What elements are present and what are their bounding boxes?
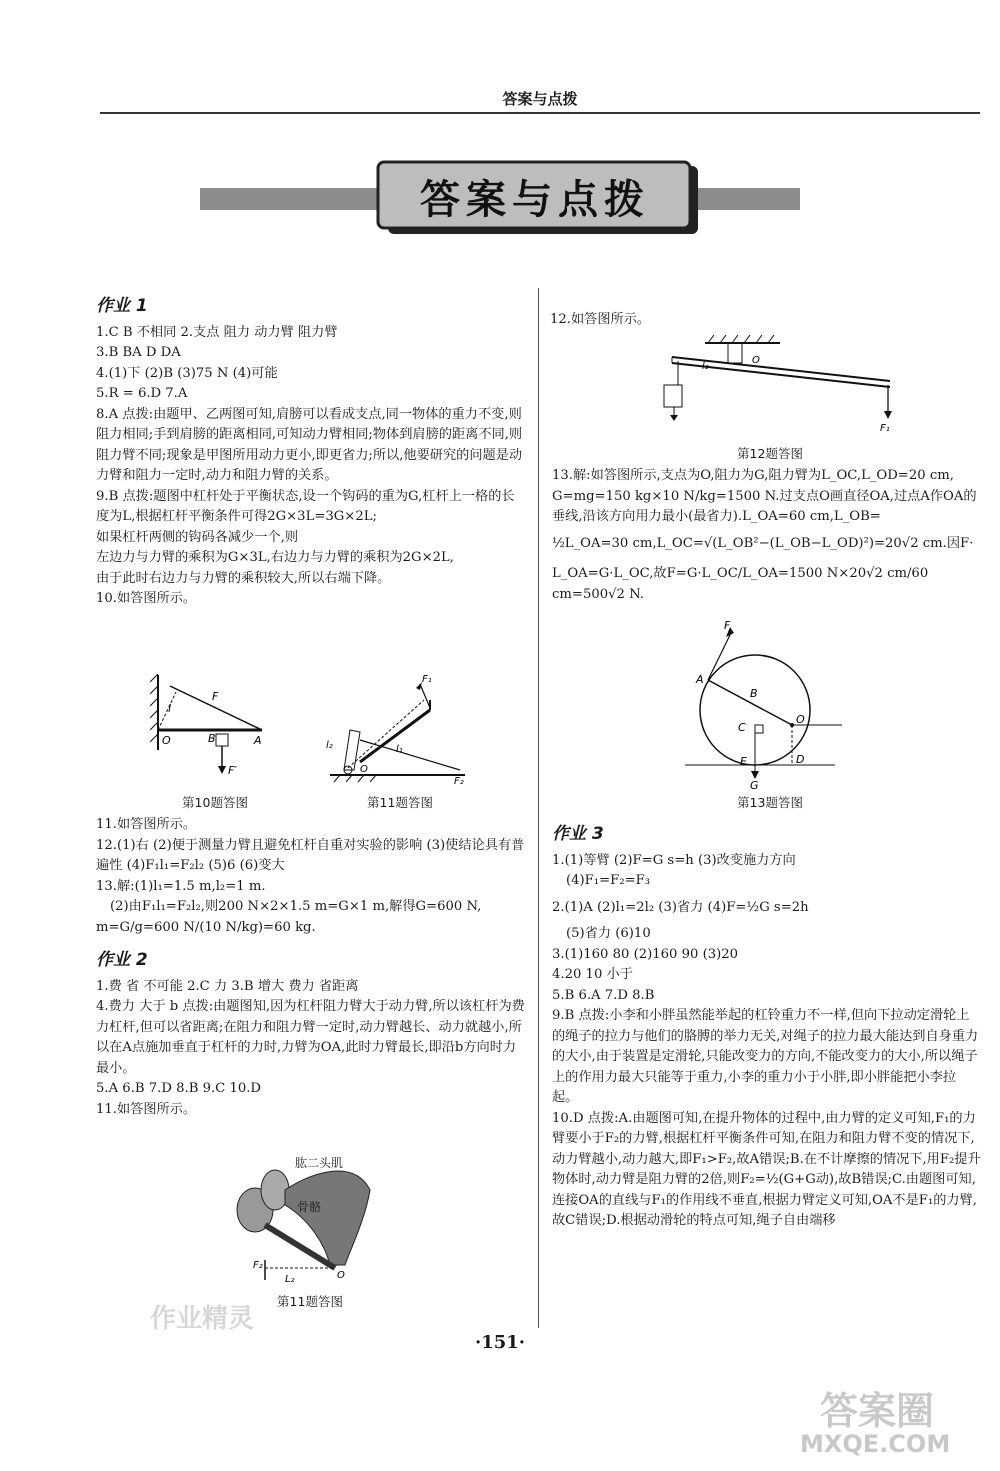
- title-banner: [200, 160, 800, 240]
- answer-line: 11.如答图所示。: [96, 817, 197, 832]
- answer-line: (5)省力 (6)10: [566, 926, 651, 941]
- svg-text:B: B: [750, 687, 758, 700]
- svg-text:l: l: [168, 702, 172, 715]
- watermark-url: MXQE.COM: [800, 1430, 951, 1458]
- svg-text:O: O: [796, 713, 805, 726]
- answer-line: 1.(1)等臂 (2)F=G s=h (3)改变施力方向: [552, 852, 796, 868]
- answer-line: 5.B 6.A 7.D 8.B: [552, 987, 655, 1003]
- biceps-label: 肱二头肌: [295, 1156, 344, 1170]
- answer-line: 9.B 点拨:题图中杠杆处于平衡状态,设一个钩码的重为G,杠杆上一格的长度为L,根据杠杆平衡条件可得2G×3L=3G×2L;: [96, 488, 515, 524]
- answer-line: L_OA=G·L_OC,故F=G·L_OC/L_OA=1500 N×20√2 cm/60 cm=500√2 N.: [552, 566, 929, 602]
- figure-11a: [320, 670, 480, 790]
- right-column-13: [552, 466, 982, 605]
- figure-11b: [225, 1150, 395, 1290]
- figure-12: [650, 335, 900, 435]
- answer-line: 如果杠杆两侧的钩码各减少一个,则: [96, 529, 299, 545]
- answer-line: 由于此时右边力与力臂的乘积较大,所以右端下降。: [96, 570, 391, 586]
- page-number: ·151·: [474, 1332, 526, 1353]
- answer-line: m=G/g=600 N/(10 N/kg)=60 kg.: [96, 919, 316, 935]
- column-divider: [538, 288, 539, 1328]
- answer-line: 1.C B 不相同 2.支点 阻力 动力臂 阻力臂: [96, 324, 338, 340]
- left-column-b: [96, 815, 526, 1120]
- svg-text:E: E: [740, 755, 747, 768]
- svg-text:A: A: [254, 734, 262, 747]
- bone-label: 骨骼: [297, 1200, 322, 1214]
- svg-text:G: G: [750, 779, 759, 790]
- left-column: [96, 292, 526, 610]
- answer-line: 2.(1)A (2)l₁=2l₂ (3)省力 (4)F=½G s=2h: [552, 899, 809, 915]
- watermark-stamp: 作业精灵: [150, 1304, 255, 1334]
- figure-11b-caption: 第11题答图: [277, 1294, 343, 1309]
- answer-line: 10.D 点拨:A.由题图可知,在提升物体的过程中,由力臂的定义可知,F₁的力臂要小于F₂的力臂,根据杠杆平衡条件可知,在阻力和阻力臂不变的情况下,动力臂越小,动力越大,即F₁>F₂,故A错误;B.在不计摩擦的情况下,用F₂提升物体时,动力臂是阻力臂的2倍,则F₂=½(G+G动),故B错误;C.由题图可知,连接OA的直线与F₁的作用线不垂直,根据力臂定义可知,OA不是F₁的力臂,故C错误;D.根据动滑轮的特点可知,绳子自由端移: [552, 1110, 981, 1228]
- svg-text:A: A: [696, 673, 704, 686]
- answer-line: 5.R = 6.D 7.A: [96, 386, 188, 401]
- figure-10-diagram: [150, 670, 280, 790]
- answer-line: 13.解:如答图所示,支点为O,阻力为G,阻力臂为L_OC,L_OD=20 cm,: [552, 468, 954, 483]
- svg-text:L₂: L₂: [285, 1274, 295, 1285]
- figure-13-diagram: [680, 615, 850, 790]
- header-rule: [100, 112, 980, 114]
- figure-11b-diagram: [225, 1150, 395, 1290]
- svg-text:F′: F′: [228, 764, 237, 777]
- svg-text:O: O: [337, 1270, 345, 1281]
- svg-text:F₁: F₁: [422, 674, 432, 685]
- answer-line: 3.(1)160 80 (2)160 90 (3)20: [552, 946, 739, 962]
- figure-12-diagram: [650, 335, 900, 435]
- watermark-logo: 答案圈: [820, 1389, 935, 1433]
- answer-line: 12.(1)右 (2)便于测量力臂且避免杠杆自重对实验的影响 (3)使结论具有普遍性 (4)F₁l₁=F₂l₂ (5)6 (6)变大: [96, 837, 525, 873]
- answer-line: ½L_OA=30 cm,L_OC=√(L_OB²−(L_OB−L_OD)²)=20√2 cm.因F·: [552, 535, 974, 551]
- section-heading-1: 作业 1: [96, 296, 148, 316]
- figure-10: [150, 670, 280, 790]
- section-heading-2: 作业 2: [96, 950, 148, 970]
- right-column: [550, 310, 980, 331]
- svg-text:F₂: F₂: [454, 776, 464, 787]
- svg-text:O: O: [162, 734, 171, 747]
- answer-line: 12.如答图所示。: [550, 312, 651, 327]
- svg-text:C: C: [738, 721, 746, 734]
- answer-line: G=mg=150 kg×10 N/kg=1500 N.过支点O画直径OA,过点A作OA的垂线,沿该方向用力最小(最省力).L_OA=60 cm,L_OB=: [552, 488, 977, 524]
- svg-text:B: B: [208, 732, 216, 745]
- svg-text:O: O: [752, 355, 760, 366]
- figure-13: [680, 615, 850, 790]
- answer-line: 11.如答图所示。: [96, 1101, 197, 1117]
- answer-line: 1.费 省 不可能 2.C 力 3.B 增大 费力 省距离: [96, 978, 359, 994]
- svg-text:F₁: F₁: [880, 423, 890, 434]
- figure-13-caption: 第13题答图: [737, 795, 803, 810]
- answer-line: (4)F₁=F₂=F₃: [566, 873, 651, 888]
- answer-line: 4.费力 大于 b 点拨:由题图知,因为杠杆阻力臂大于动力臂,所以该杠杆为费力杠杆,但可以省距离;在阻力和阻力臂一定时,动力臂越长、动力就越小,所以在A点施加垂直于杠杆的力时,力臂为OA,此时力臂最长,即沿b方向时力最小。: [96, 999, 525, 1076]
- svg-text:l₂: l₂: [326, 740, 333, 751]
- answer-line: 4.20 10 小于: [552, 967, 633, 982]
- svg-text:D: D: [796, 753, 805, 766]
- answer-line: 8.A 点拨:由题甲、乙两图可知,肩膀可以看成支点,同一物体的重力不变,则阻力相同;手到肩膀的距离相同,可知动力臂相同;物体到肩膀的距离不同,则阻力臂不同;现象是甲图所用动力更小,即更省力;所以,他要研究的问题是动力臂和阻力一定时,动力和阻力臂的关系。: [96, 406, 523, 483]
- svg-text:F₂: F₂: [253, 1260, 263, 1271]
- figure-12-caption: 第12题答图: [737, 446, 803, 461]
- section-heading-3: 作业 3: [552, 824, 604, 844]
- answer-line: 左边力与力臂的乘积为G×3L,右边力与力臂的乘积为2G×2L,: [96, 550, 454, 565]
- running-header: 答案与点拨: [502, 90, 578, 108]
- answer-line: 3.B BA D DA: [96, 345, 181, 360]
- banner-title: 答案与点拨: [420, 177, 650, 223]
- svg-text:O: O: [360, 764, 368, 775]
- figure-11a-caption: 第11题答图: [367, 795, 433, 810]
- svg-text:F: F: [724, 619, 731, 632]
- figure-10-caption: 第10题答图: [182, 795, 248, 810]
- figure-11a-diagram: [320, 670, 480, 790]
- svg-text:l₂: l₂: [702, 361, 709, 372]
- right-column-3: [552, 820, 982, 1232]
- answer-line: 5.A 6.B 7.D 8.B 9.C 10.D: [96, 1081, 261, 1096]
- answer-line: 10.如答图所示。: [96, 591, 197, 606]
- answer-line: 13.解:(1)l₁=1.5 m,l₂=1 m.: [96, 878, 266, 894]
- answer-line: 4.(1)下 (2)B (3)75 N (4)可能: [96, 365, 278, 381]
- answer-line: 9.B 点拨:小李和小胖虽然能举起的杠铃重力不一样,但向下拉动定滑轮上的绳子的拉力与他们的胳膊的举力无关,对绳子的拉力最大能达到自身重力的大小,由于装置是定滑轮,只能改变力的方向,不能改变力的大小,所以绳子上的作用力最大只能等于重力,小李的重力小于小胖,即小胖能把小李拉起。: [552, 1008, 979, 1105]
- svg-text:F: F: [212, 690, 219, 703]
- svg-text:l₁: l₁: [396, 744, 403, 755]
- answer-line: (2)由F₁l₁=F₂l₂,则200 N×2×1.5 m=G×1 m,解得G=600 N,: [110, 899, 482, 914]
